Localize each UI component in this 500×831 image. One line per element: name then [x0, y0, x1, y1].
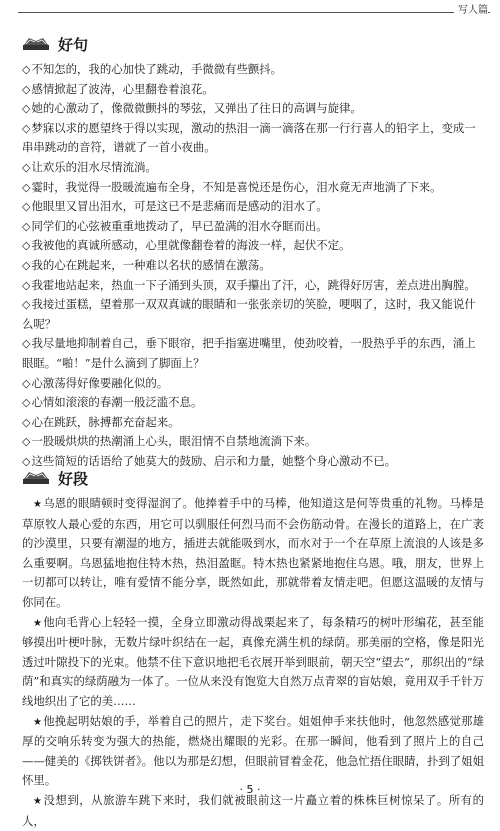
- list-item: ◇ 心情如滚滚的春潮一般泛滥不息。: [22, 393, 484, 413]
- list-item: ◇ 这些简短的话语给了她莫大的鼓励、启示和力量，她整个身心激动不已。: [22, 452, 484, 472]
- page-number: · 5 ·: [239, 783, 261, 796]
- header-rule: [18, 12, 490, 13]
- page-header: [0, 0, 500, 20]
- list-item: ◇ 她的心激动了，像微微颤抖的琴弦，又弹出了往日的高调与旋律。: [22, 99, 484, 119]
- list-item: ◇ 让欢乐的泪水尽情流淌。: [22, 158, 484, 178]
- list-item: ◇ 一股暖烘烘的热潮涌上心头，眼泪情不自禁地流淌下来。: [22, 432, 484, 452]
- list-item: ◇ 同学们的心弦被重重地拨动了，早已盈满的泪水夺眶而出。: [22, 217, 484, 237]
- list-item: ◇ 心激荡得好像要融化似的。: [22, 374, 484, 394]
- paragraph: ★ 他挽起明姑娘的手，举着自己的照片，走下奖台。姐姐伸手来扶他时，他忽然感觉那雄厚的交响乐转变为强大的热能，燃烧出耀眼的光彩。在那一瞬间，他看到了照片上的自己——健美的《掷铁饼者》。他以为那是幻想，但眼前冒着金花，他急忙捂住眼睛，扑到了姐姐怀里。: [22, 712, 484, 791]
- section-title: 好段: [58, 469, 89, 488]
- list-item: ◇ 我的心在跳起来，一种难以名状的感情在激荡。: [22, 256, 484, 276]
- list-item: ◇ 不知怎的，我的心加快了跳动，手微微有些颤抖。: [22, 60, 484, 80]
- list-item: ◇ 我霍地站起来，热血一下子涌到头顶，双手攥出了汗，心，跳得好厉害，差点进出胸膛。: [22, 276, 484, 296]
- list-item: ◇ 梦寐以求的愿望终于得以实现，激动的热泪一滴一滴落在那一行行喜人的铅字上，变成一串串跳动的音符，谱就了一首小夜曲。: [22, 119, 484, 158]
- paragraph: ★ 乌恩的眼睛顿时变得湿润了。他捧着手中的马棒，他知道这是何等贵重的礼物。马棒是草原牧人最心爱的东西，用它可以驯服任何烈马而不会伤筋动骨。在漫长的道路上，在广袤的沙漠里，只要有潮湿的地方，插进去就能吸到水，而水对于一个在草原上流浪的人该是多么重要啊。乌恩猛地抱住特木热，热泪盈眶。特木热也紧紧地抱住乌恩。哦，朋友，世界上一切都可以转让，唯有爱情不能分享，既然如此，那就带着友情走吧。但愿这温暖的友情与你同在。: [22, 494, 484, 613]
- list-item: ◇ 我尽量地抑制着自己，垂下眼帘，把手指塞进嘴里，使劲咬着，一股热乎乎的东西，涌上眼眶。“啪！”是什么滴到了脚面上？: [22, 334, 484, 373]
- open-book-icon: [22, 36, 50, 52]
- paragraph-list: [22, 494, 484, 831]
- list-item: ◇ 我接过蛋糕，望着那一双双真诚的眼睛和一张张亲切的笑脸，哽咽了，这时，我又能说什么呢？: [22, 295, 484, 334]
- paragraph: ★ 他向毛背心上轻轻一摸，全身立即激动得战栗起来了，每条精巧的树叶形编花，甚至能够摸出叶梗叶脉，无数片绿叶织结在一起，真像充满生机的绿荫。那美丽的空格，像是阳光透过叶隙投下的光束。他禁不住下意识地把毛衣展开举到眼前，朝天空“望去”，那织出的“绿荫”和真实的绿荫融为一体了。一位从来没有饱览大自然万点青翠的盲姑娘，竟用双手千针万线地织出了它的美……: [22, 613, 484, 712]
- paragraph: ★ 没想到，从旅游车跳下来时，我们就被眼前这一片矗立着的株株巨树惊呆了。所有的人，: [22, 791, 484, 831]
- list-item: ◇ 他眼里又冒出泪水，可是这已不是悲痛而是感动的泪水了。: [22, 197, 484, 217]
- open-book-icon: [22, 470, 50, 486]
- sentence-list: [22, 60, 484, 471]
- header-title: 写人篇: [454, 1, 488, 16]
- section-heading-good-paragraphs: [22, 468, 88, 488]
- section-heading-good-sentences: [22, 34, 88, 54]
- section-title: 好句: [58, 35, 89, 54]
- list-item: ◇ 霎时，我觉得一股暖流遍布全身，不知是喜悦还是伤心，泪水竟无声地淌了下来。: [22, 178, 484, 198]
- list-item: ◇ 感情掀起了波涛，心里翻卷着浪花。: [22, 80, 484, 100]
- list-item: ◇ 我被他的真诚所感动，心里就像翻卷着的海波一样，起伏不定。: [22, 236, 484, 256]
- list-item: ◇ 心在跳跃，脉搏都充奋起来。: [22, 413, 484, 433]
